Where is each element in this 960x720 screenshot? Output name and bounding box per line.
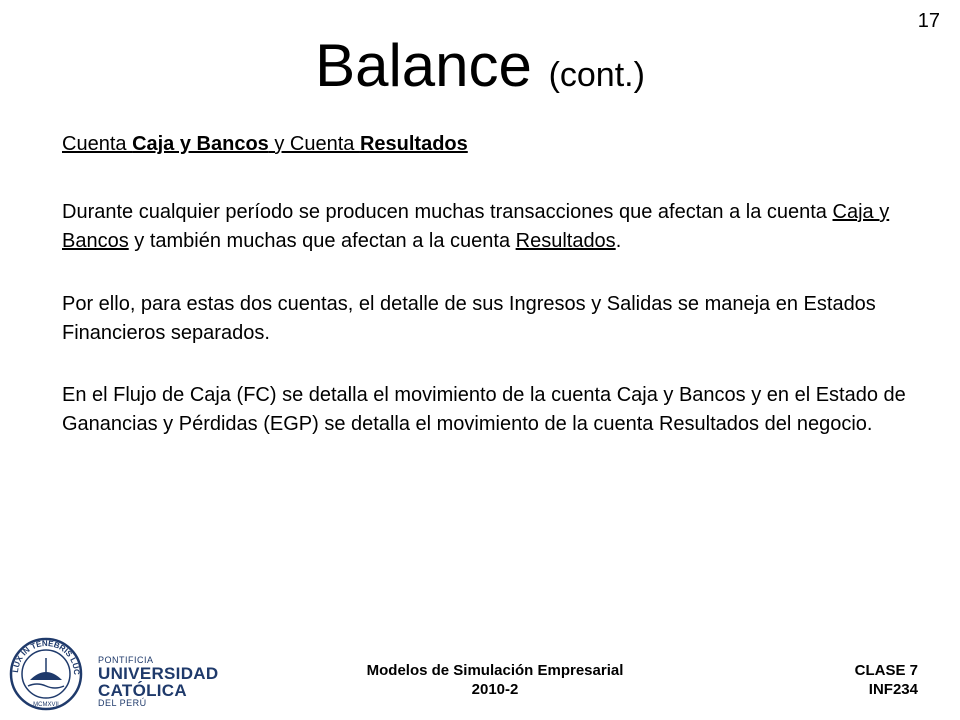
subtitle-bold-2: Resultados: [359, 133, 468, 155]
subtitle-bold-1: Caja y Bancos: [132, 133, 269, 155]
title-suffix: (cont.): [548, 56, 645, 94]
logo-line-2: UNIVERSIDAD: [98, 664, 219, 683]
paragraph-2: Por ello, para estas dos cuentas, el detalle de sus Ingresos y Salidas se maneja en Estados Financieros separados.: [62, 293, 876, 344]
university-logo: [8, 636, 219, 712]
course-code: INF234: [868, 681, 918, 698]
course-name: Modelos de Simulación Empresarial: [366, 662, 624, 679]
title-main: Balance: [315, 32, 532, 99]
logo-wordmark: [98, 656, 218, 708]
slide-title: [0, 30, 960, 111]
p1-text-3: .: [615, 230, 622, 252]
logo-line-1: PONTIFICIA: [98, 655, 154, 665]
course-term: 2010-2: [471, 681, 519, 698]
p1-underlined-resultados: Resultados: [515, 230, 616, 252]
p1-text-1: Durante cualquier período se producen muchas transacciones que afectan a la cuenta: [62, 201, 833, 223]
p1-text-2: y también muchas que afectan a la cuenta: [128, 230, 516, 252]
paragraph-1: [62, 198, 932, 256]
seal-year: MCMXVII: [33, 702, 59, 708]
subtitle: [62, 133, 468, 156]
subtitle-text-1: Cuenta: [62, 133, 133, 155]
footer-class: [855, 661, 918, 699]
p1-underlined-caja-bancos: Caja y Bancos: [62, 201, 890, 252]
subtitle-text-2: y Cuenta: [268, 133, 360, 155]
footer-course: [330, 661, 660, 699]
class-label: CLASE 7: [854, 662, 918, 679]
logo-line-4: DEL PERÚ: [98, 698, 147, 708]
paragraph-3: En el Flujo de Caja (FC) se detalla el movimiento de la cuenta Caja y Bancos y en el Estado de Ganancias y Pérdidas (EGP) se detalla el movimiento de la cuenta Resultados del negocio.: [62, 384, 906, 435]
university-seal-icon: [8, 636, 84, 712]
seal-motto: LUX IN TENEBRIS LUC: [10, 638, 82, 676]
page-number: 17: [917, 10, 940, 32]
logo-line-3: CATÓLICA: [98, 681, 187, 700]
